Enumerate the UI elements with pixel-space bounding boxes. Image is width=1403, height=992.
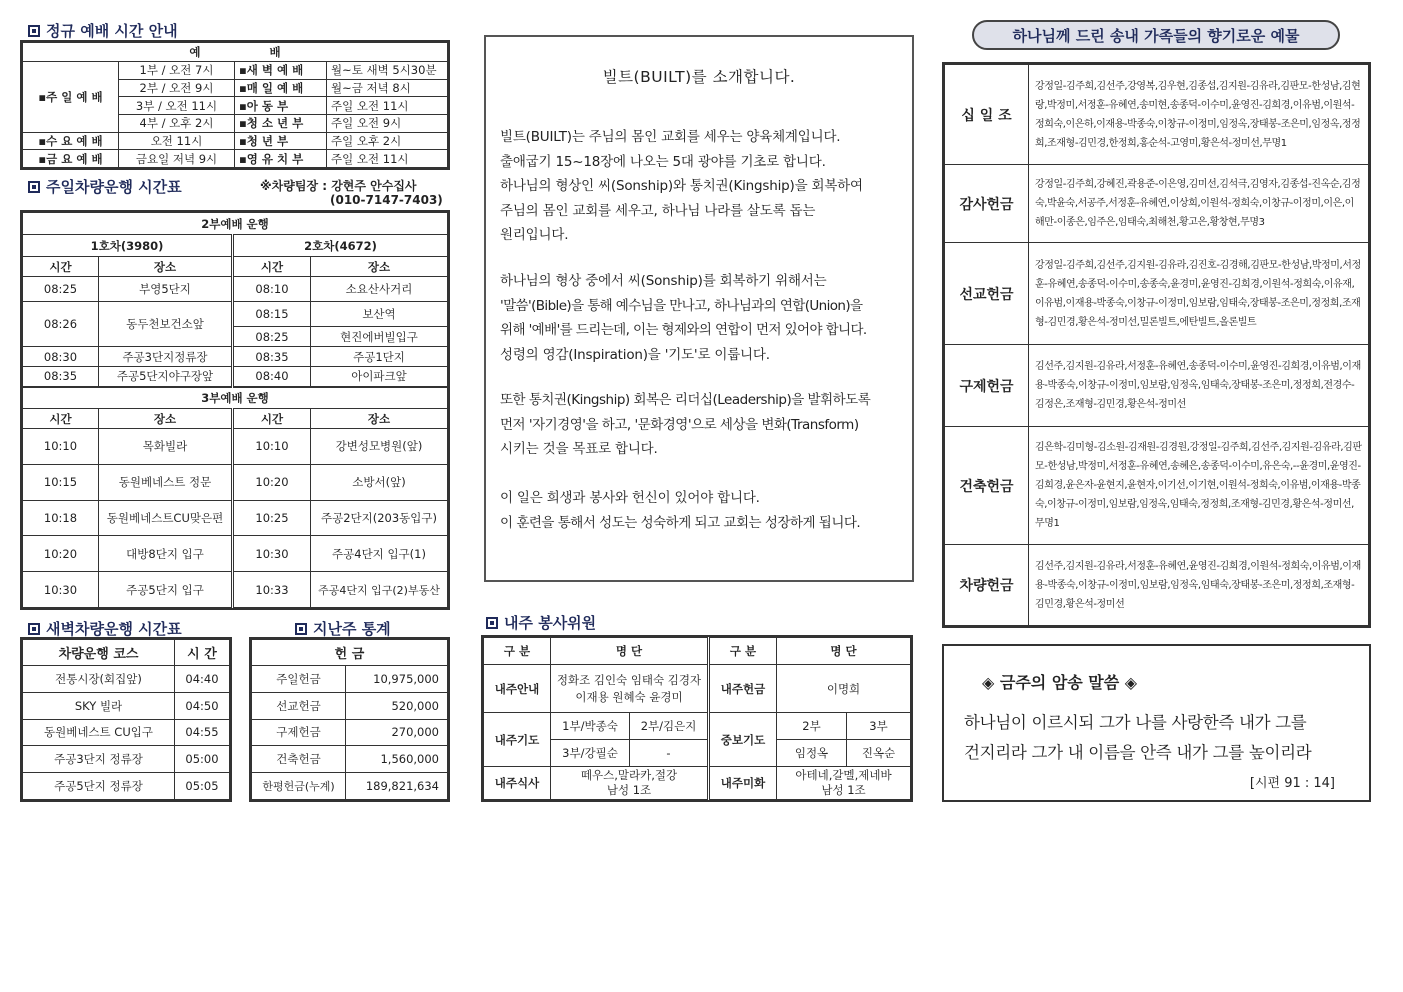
worship-header-1: 예: [189, 45, 201, 59]
square-bullet-icon: [28, 25, 40, 37]
guide-names-line: 정화조 김인숙 임태숙 김경자: [556, 672, 702, 687]
dawn-course: 동원베네스트 CU입구: [23, 719, 175, 746]
service-label: ▪매 일 예 배: [235, 79, 327, 97]
bus-section-title: [28, 176, 182, 197]
col-time: 시간: [233, 257, 311, 277]
car2-place: 아이파크앞: [311, 367, 448, 387]
offering-label: 내주헌금: [709, 665, 777, 713]
s3-place: 주공2단지(203동입구): [311, 500, 448, 536]
car2-time: 08:10: [233, 277, 311, 302]
built-line: 원리입니다.: [500, 227, 569, 243]
offering-names: 강정일-김주희,김선주,강영복,김우현,김종섭,김지원-김유라,김판모-한성남,김현랑,박정미,서정훈-유혜연,송미현,송종덕-이수미,윤영진-김희경,이유범,이원석-정희숙,이은하,이재용-박종숙,이창규-이정미,임정옥,장태봉-조은미,임정옥,정정희,조재형-김민경,한정희,홍순석-고영미,황은석-정미선,무명1: [1029, 65, 1369, 165]
stats-amount: 1,560,000: [346, 746, 448, 773]
worship-section-title: [28, 20, 178, 41]
s3-place: 주공4단지 입구(1): [311, 536, 448, 572]
stats-label: 선교헌금: [252, 692, 346, 719]
service-time: 월~토 새벽 5시30분: [327, 62, 448, 80]
dawn-time: 04:50: [175, 692, 230, 719]
car1-time: 08:30: [23, 347, 99, 367]
built-line: 빌트(BUILT)는 주님의 몸인 교회를 세우는 양육체계입니다.: [500, 129, 841, 145]
prayer-4: -: [630, 740, 709, 767]
car2-header: 2호차(4672): [233, 235, 448, 257]
memory-title: ◈ 금주의 암송 말씀 ◈: [982, 673, 1138, 692]
worship-header: [23, 43, 448, 62]
col-place: 장소: [311, 409, 448, 429]
car2-place: 소요산사거리: [311, 277, 448, 302]
offering-category: 건축헌금: [945, 427, 1029, 545]
col-list: 명 단: [777, 638, 911, 665]
car2-place: 주공1단지: [311, 347, 448, 367]
s3-time: 10:33: [233, 572, 311, 608]
built-line: 하나님의 형상인 씨(Sonship)와 통치권(Kingship)을 회복하여: [500, 178, 863, 194]
stats-section-title: [295, 618, 391, 639]
volunteers-section-title: [486, 612, 596, 633]
s3-time: 10:18: [23, 500, 99, 536]
beauty-names: [777, 767, 911, 800]
offering-names: 강정일-김주희,김선주,김지원-김유라,김진호-김경해,김판모-한성남,박정미,서정훈-유혜연,송종덕-이수미,송종숙,윤경미,윤영진-김희경,이원석-정희숙,이유재,이유범,이재용-박종숙,이창규-이정미,임보람,임태숙,장태봉-조은미,정정희,조재형-김민경,황은석-정미선,밀론빌트,에탄빌트,올론빌트: [1029, 243, 1369, 345]
intercession-label: 중보기도: [709, 713, 777, 767]
dawn-bus-section-title: [28, 618, 182, 639]
offerings-title-text: 하나님께 드린 송내 가족들의 향기로운 예물: [1012, 26, 1300, 45]
built-line: 이 일은 희생과 봉사와 헌신이 있어야 합니다.: [500, 490, 760, 506]
s3-place: 목화빌라: [99, 429, 233, 465]
s3-time: 10:15: [23, 464, 99, 500]
car2-time: 08:40: [233, 367, 311, 387]
service-label: ▪아 동 부: [235, 97, 327, 115]
s3-time: 10:30: [233, 536, 311, 572]
dawn-time: 05:00: [175, 746, 230, 773]
meal-names: [551, 767, 709, 800]
beauty-names-line: 아테네,갈멜,제네바: [795, 768, 892, 782]
col-division: 구 분: [484, 638, 551, 665]
s3-time: 10:10: [23, 429, 99, 465]
car2-place: 보산역: [311, 302, 448, 327]
offering-category: 차량헌금: [945, 545, 1029, 626]
dawn-course: 전통시장(회집앞): [23, 666, 175, 693]
dawn-course: SKY 빌라: [23, 692, 175, 719]
service-label: ▪청 소 년 부: [235, 114, 327, 132]
prayer-1: 1부/박종숙: [551, 713, 630, 740]
stats-amount: 270,000: [346, 719, 448, 746]
col-time: 시간: [23, 257, 99, 277]
stats-label: 주일헌금: [252, 666, 346, 693]
built-paragraph-3: [500, 388, 870, 462]
col-division: 구 분: [709, 638, 777, 665]
intercession-header-3: 3부: [847, 713, 911, 740]
bus-manager: ※차량팀장 : 강현주 안수집사: [260, 179, 417, 193]
offerings-table: [942, 62, 1371, 628]
car1-time: 08:35: [23, 367, 99, 387]
stats-amount: 189,821,634: [346, 773, 448, 800]
wednesday-label: ▪수 요 예 배: [23, 132, 119, 150]
car1-place: 주공5단지야구장앞: [99, 367, 233, 387]
s3-time: 10:20: [233, 464, 311, 500]
dawn-bus-title-text: 새벽차량운행 시간표: [46, 620, 182, 638]
s3-place: 주공4단지 입구(2)부동산: [311, 572, 448, 608]
volunteers-table: [481, 635, 913, 802]
service-label: ▪새 벽 예 배: [235, 62, 327, 80]
service-label: ▪청 년 부: [235, 132, 327, 150]
offering-names: 김은학-김미형-김소원-김재원-김경원,강정일-김주희,김선주,김지원-김유라,김판모-한성남,박정미,서정훈-유혜연,송혜은,송종덕-이수미,유은숙,--윤경미,윤영진-김희경,윤은자-윤현지,윤현자,이기선,이기현,이원석-정희숙,이유범,이재용-박종숙,이창규-이정미,임보람,임정옥,임태숙,정정희,조재형-김민경,황은석-정미선,무명1: [1029, 427, 1369, 545]
prayer-label: 내주기도: [484, 713, 551, 767]
offering-name: 이명희: [777, 665, 911, 713]
dawn-time: 05:05: [175, 773, 230, 800]
dawn-course: 주공5단지 정류장: [23, 773, 175, 800]
friday-time: 금요일 저녁 9시: [119, 150, 235, 168]
built-line: 이 훈련을 통해서 성도는 성숙하게 되고 교회는 성장하게 됩니다.: [500, 514, 861, 531]
offering-category: 구제헌금: [945, 345, 1029, 427]
built-line: 위해 '예배'를 드리는데, 이는 형제와의 연합이 먼저 있어야 합니다.: [500, 322, 867, 338]
col-time: 시 간: [175, 640, 230, 666]
service-time: 주일 오후 2시: [327, 132, 448, 150]
service-label: ▪영 유 치 부: [235, 150, 327, 168]
square-bullet-icon: [486, 617, 498, 629]
beauty-label: 내주미화: [709, 767, 777, 800]
s3-place: 강변성모병원(앞): [311, 429, 448, 465]
stats-amount: 520,000: [346, 692, 448, 719]
col-place: 장소: [311, 257, 448, 277]
car2-time: 08:15: [233, 302, 311, 327]
s3-time: 10:30: [23, 572, 99, 608]
s3-place: 동원베네스트CU맞은편: [99, 500, 233, 536]
s3-time: 10:20: [23, 536, 99, 572]
col-time: 시간: [233, 409, 311, 429]
prayer-3: 3부/강필순: [551, 740, 630, 767]
offering-category: 선교헌금: [945, 243, 1029, 345]
col-time: 시간: [23, 409, 99, 429]
intercession-name-2: 임정옥: [777, 740, 847, 767]
stats-label: 구제헌금: [252, 719, 346, 746]
car2-time: 08:35: [233, 347, 311, 367]
stats-amount: 10,975,000: [346, 666, 448, 693]
car2-time: 08:25: [233, 327, 311, 347]
service3-header: 3부예배 운행: [23, 387, 448, 409]
memory-line: 하나님이 이르시되 그가 나를 사랑한즉 내가 그를: [964, 713, 1307, 732]
s3-place: 소방서(앞): [311, 464, 448, 500]
guide-names-line: 이재용 원혜숙 윤경미: [575, 689, 683, 704]
offering-names: 김선주,김지원-김유라,서정훈-유혜연,윤영진-김희경,이원석-정희숙,이유범,이재용-박종숙,이창규-이정미,임보람,임정옥,임태숙,장태봉-조은미,정정희,조재형-김민경,황은석-정미선: [1029, 545, 1369, 626]
guide-names: [551, 665, 709, 713]
s3-place: 주공5단지 입구: [99, 572, 233, 608]
built-line: 주님의 몸인 교회를 세우고, 하나님 나라를 살도록 돕는: [500, 202, 816, 219]
sunday-slot: 4부 / 오후 2시: [119, 114, 235, 132]
meal-names-line: 남성 1조: [606, 783, 652, 797]
col-place: 장소: [99, 409, 233, 429]
stats-label: 한평헌금(누계): [252, 773, 346, 800]
built-line: 시키는 것을 목표로 합니다.: [500, 441, 658, 457]
intercession-header-2: 2부: [777, 713, 847, 740]
s3-place: 대방8단지 입구: [99, 536, 233, 572]
square-bullet-icon: [28, 623, 40, 635]
sunday-label: ▪주 일 예 배: [23, 62, 119, 133]
s3-time: 10:25: [233, 500, 311, 536]
stats-label: 건축헌금: [252, 746, 346, 773]
friday-label: ▪금 요 예 배: [23, 150, 119, 168]
service-time: 주일 오전 11시: [327, 97, 448, 115]
bus-title-text: 주일차량운행 시간표: [46, 178, 182, 196]
s3-time: 10:10: [233, 429, 311, 465]
prayer-2: 2부/김은지: [630, 713, 709, 740]
built-title: 빌트(BUILT)를 소개합니다.: [602, 68, 796, 86]
s3-place: 동원베네스트 정문: [99, 464, 233, 500]
car1-header: 1호차(3980): [23, 235, 233, 257]
built-line: 또한 통치권(Kingship) 회복은 리더십(Leadership)을 발휘하도록: [500, 392, 871, 408]
dawn-time: 04:40: [175, 666, 230, 693]
built-paragraph-1: [500, 125, 863, 248]
wednesday-time: 오전 11시: [119, 132, 235, 150]
stats-title-text: 지난주 통계: [313, 620, 391, 638]
built-line: 먼저 '자기경영'을 하고, '문화경영'으로 세상을 변화(Transform): [500, 416, 859, 433]
built-paragraph-4: [500, 486, 860, 535]
worship-header-2: 배: [269, 45, 281, 59]
car1-place: 주공3단지정류장: [99, 347, 233, 367]
offering-category: 감사헌금: [945, 165, 1029, 243]
memory-verse-text: [964, 708, 1311, 768]
built-line: 성령의 영감(Inspiration)을 '기도'로 이룹니다.: [500, 346, 770, 363]
stats-table: [249, 637, 450, 802]
meal-names-line: 떼우스,말라카,절강: [580, 768, 678, 782]
car1-place: 부영5단지: [99, 277, 233, 302]
built-line: 출애굽기 15~18장에 나오는 5대 광야를 기초로 합니다.: [500, 153, 826, 170]
offering-category: 십 일 조: [945, 65, 1029, 165]
bus-phone: (010-7147-7403): [330, 193, 443, 207]
car2-place: 현진에버빌입구: [311, 327, 448, 347]
memory-verse-box: [942, 644, 1371, 802]
beauty-names-line: 남성 1조: [821, 783, 866, 797]
service2-header: 2부예배 운행: [23, 213, 448, 235]
sunday-slot: 1부 / 오전 7시: [119, 62, 235, 80]
col-course: 차량운행 코스: [23, 640, 175, 666]
offering-names: 강정일-김주희,강혜진,곽용준-이은영,김미선,김석극,김영자,김종섭-진옥순,김정숙,박윤숙,서공주,서정훈-유혜연,이상희,이원석-정희숙,이창규-이정미,이은,이해만-이종은,임주은,임태숙,최해천,황고은,황창현,무명3: [1029, 165, 1369, 243]
car1-time: 08:26: [23, 302, 99, 347]
square-bullet-icon: [295, 623, 307, 635]
offering-names: 김선주,김지원-김유라,서정훈-유혜연,송종덕-이수미,윤영진-김희경,이유범,이재용-박종숙,이창규-이정미,임보람,임정옥,임태숙,장태봉-조은미,정정희,전경수-김정은,조재형-김민경,황은석-정미선: [1029, 345, 1369, 427]
offerings-title-pill: [972, 20, 1340, 50]
memory-line: 건지리라 그가 내 이름을 안즉 내가 그를 높이리라: [964, 743, 1312, 762]
volunteers-title-text: 내주 봉사위원: [504, 614, 597, 632]
guide-label: 내주안내: [484, 665, 551, 713]
dawn-bus-table: [20, 637, 232, 802]
memory-reference: [시편 91 : 14]: [1249, 776, 1335, 791]
dawn-time: 04:55: [175, 719, 230, 746]
built-intro-box: [484, 35, 914, 582]
bus-table: [20, 210, 450, 610]
worship-schedule-table: [20, 40, 450, 170]
square-bullet-icon: [28, 181, 40, 193]
service-time: 주일 오전 11시: [327, 150, 448, 168]
car1-place: 동두천보건소앞: [99, 302, 233, 347]
built-paragraph-2: [500, 269, 867, 367]
service-time: 월~금 저녁 8시: [327, 79, 448, 97]
sunday-slot: 2부 / 오전 9시: [119, 79, 235, 97]
stats-header: 헌 금: [252, 640, 448, 666]
worship-title-text: 정규 예배 시간 안내: [46, 22, 178, 40]
dawn-course: 주공3단지 정류장: [23, 746, 175, 773]
built-line: '말씀'(Bible)을 통해 예수님을 만나고, 하나님과의 연합(Union)을: [500, 297, 863, 314]
built-line: 하나님의 형상 중에서 씨(Sonship)를 회복하기 위해서는: [500, 273, 827, 289]
intercession-name-3: 진옥순: [847, 740, 911, 767]
sunday-slot: 3부 / 오전 11시: [119, 97, 235, 115]
col-place: 장소: [99, 257, 233, 277]
service-time: 주일 오전 9시: [327, 114, 448, 132]
col-list: 명 단: [551, 638, 709, 665]
car1-time: 08:25: [23, 277, 99, 302]
meal-label: 내주식사: [484, 767, 551, 800]
